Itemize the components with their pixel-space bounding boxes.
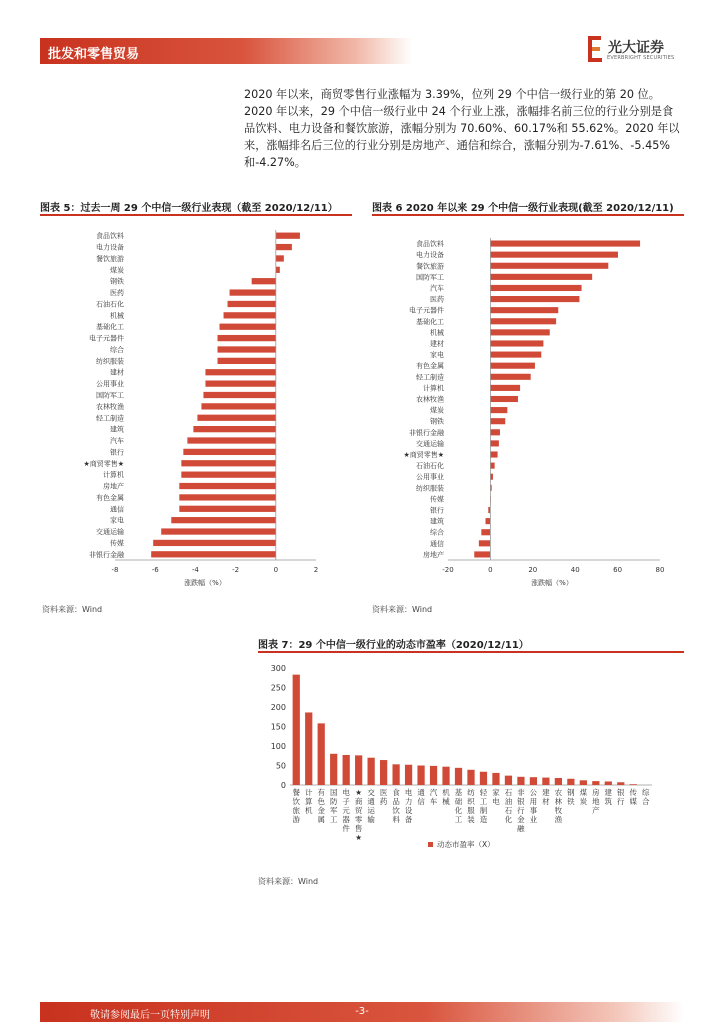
chart5-bar (171, 517, 276, 523)
chart7-bar (392, 764, 399, 785)
chart6-category-label: 机械 (430, 328, 444, 337)
logo-name-cn: 光大证券 (608, 40, 664, 56)
chart5-bar (228, 301, 276, 307)
chart6-bar (490, 252, 618, 258)
chart5-bar (179, 494, 275, 500)
chart7-category-label: 国防军工 (329, 788, 338, 824)
chart5-category-label: 国防军工 (96, 391, 124, 400)
chart6-category-label: 汽车 (430, 284, 444, 293)
chart7-bar (330, 754, 337, 785)
chart5-bar (193, 426, 275, 432)
chart7-y-tick: 0 (280, 781, 286, 790)
chart5-category-label: ★商贸零售★ (83, 459, 124, 468)
chart5-bar (276, 255, 284, 261)
chart6-category-label: 煤炭 (430, 406, 444, 415)
chart5-x-tick: 2 (313, 566, 319, 574)
chart6-bar (490, 407, 507, 413)
chart5-category-label: 煤炭 (110, 266, 124, 275)
chart6-bar (490, 285, 581, 291)
chart6-bar (490, 340, 543, 346)
chart7-y-tick: 150 (270, 722, 286, 732)
chart7-bar (580, 780, 587, 785)
chart5-bar (230, 289, 276, 295)
chart5-category-label: 基础化工 (96, 323, 124, 332)
chart5-category-label: 公用事业 (96, 380, 124, 389)
chart7-bar (492, 773, 499, 785)
chart6-bar (490, 440, 498, 446)
chart7-bar (305, 712, 312, 785)
chart7-bar (567, 779, 574, 785)
chart6-category-label: 公用事业 (416, 473, 444, 482)
chart5-category-label: 电子元器件 (89, 334, 124, 343)
chart5-category-label: 计算机 (103, 471, 124, 480)
chart5-category-label: 交通运输 (96, 528, 124, 537)
chart5-category-label: 轻工制造 (96, 414, 124, 423)
chart5-bar (181, 460, 275, 466)
chart7-category-label: 基础化工 (454, 788, 463, 824)
chart5-bar (179, 483, 275, 489)
chart6-bar (490, 451, 497, 457)
chart5-category-label: 石油石化 (96, 300, 124, 309)
chart6-category-label: 纺织服装 (416, 484, 444, 493)
chart5-bar (179, 506, 275, 512)
chart5-bar (224, 312, 276, 318)
chart5-x-label: 涨跌幅（%） (184, 579, 226, 587)
chart7-y-tick: 250 (270, 683, 286, 693)
chart7-title-rule (258, 651, 684, 653)
chart7-bar (430, 766, 437, 785)
chart7-category-label: ★商贸零售★ (354, 788, 363, 842)
chart5-category-label: 房地产 (103, 482, 124, 491)
chart5-bar (205, 369, 275, 375)
chart7-category-label: 有色金属 (317, 788, 325, 824)
chart5-svg (40, 220, 352, 590)
chart7-bar (405, 765, 412, 785)
chart6-category-label: 传媒 (430, 495, 444, 504)
chart7-category-label: 建材 (542, 788, 550, 806)
chart5-x-tick: -2 (232, 566, 240, 574)
chart7-category-label: 建筑 (604, 788, 613, 806)
chart7-bar (417, 766, 424, 786)
chart6-bar (490, 318, 556, 324)
chart6-bar (490, 240, 640, 246)
chart7-category-label: 机械 (442, 788, 450, 806)
chart6-category-label: 综合 (430, 528, 444, 537)
chart7-category-label: 餐饮旅游 (292, 788, 300, 824)
chart6-x-tick: 0 (488, 566, 493, 574)
chart7-category-label: 电力设备 (404, 788, 413, 824)
chart5-category-label: 医药 (110, 289, 124, 298)
chart5-category-label: 农林牧渔 (96, 402, 124, 411)
chart7-category-label: 房地产 (592, 788, 600, 815)
chart5-category-label: 纺织服装 (96, 357, 124, 366)
chart5-bar (276, 267, 280, 273)
chart6-category-label: 基础化工 (416, 317, 444, 326)
chart5-category-label: 建筑 (110, 425, 124, 434)
chart7-category-label: 传媒 (629, 788, 638, 806)
chart5-bar (181, 472, 275, 478)
chart6-category-label: 房地产 (423, 550, 444, 559)
chart7-source: 资料来源：Wind (258, 877, 319, 886)
chart5-source: 资料来源：Wind (42, 605, 103, 614)
chart6-x-tick: 40 (570, 566, 580, 574)
chart7-bar (555, 778, 562, 785)
chart7-bar (380, 760, 387, 785)
chart7-category-label: 交通运输 (367, 788, 375, 824)
chart6-x-tick: 80 (655, 566, 665, 574)
chart6-svg (372, 220, 684, 590)
chart7-category-label: 食品饮料 (392, 788, 400, 824)
chart6-title: 图表 6 2020 年以来 29 个中信一级行业表现(截至 2020/12/11) (372, 203, 674, 214)
page-number: -3- (355, 1006, 369, 1017)
chart7-legend-label: 动态市盈率（X） (437, 840, 495, 849)
chart7-bar (343, 755, 350, 785)
chart7-bar (592, 781, 599, 785)
chart7-category-label: 电子元器件 (342, 788, 350, 833)
chart6-x-label: 涨跌幅（%） (531, 579, 573, 587)
chart7-title: 图表 7：29 个中信一级行业的动态市盈率（2020/12/11） (258, 640, 529, 651)
chart5-bar (252, 278, 276, 284)
chart7-category-label: 纺织服装 (467, 788, 475, 824)
chart5-category-label: 综合 (110, 345, 124, 354)
chart7-svg (258, 656, 684, 862)
chart5-bar (151, 551, 276, 557)
chart7-bar (530, 777, 537, 785)
chart7-category-label: 石油石化 (504, 788, 513, 824)
chart5-category-label: 银行 (110, 448, 124, 457)
chart5-bar (161, 528, 276, 534)
chart7-category-label: 农林牧渔 (554, 788, 563, 824)
chart6-bar (490, 274, 592, 280)
chart5-bar (153, 540, 276, 546)
chart6-category-label: 石油石化 (416, 462, 444, 471)
chart7-bar (542, 778, 549, 785)
chart6-bar (490, 352, 541, 358)
intro-paragraph: 2020 年以来，商贸零售行业涨幅为 3.39%，位列 29 个中信一级行业的第 20 位。2020 年以来，29 个中信一级行业中 24 个行业上涨，涨幅排名前三位的行业分别是食品饮料、电力设备和餐饮旅游，涨幅分别为 70.60%、60.17%和 55.62%。2020 年以来，涨幅排名后三位的行业分别是房地产、通信和综合，涨幅分别为-7.61%、-5.45%和-4.27%。 (244, 88, 680, 169)
logo-name-en: EVERBRIGHT SECURITIES (607, 55, 675, 61)
company-logo (588, 36, 688, 64)
chart6-category-label: 农林牧渔 (416, 395, 444, 404)
chart5-x-tick: 0 (273, 566, 279, 574)
chart6-category-label: 非银行金融 (409, 428, 444, 437)
chart6-bar (481, 529, 490, 535)
chart5-category-label: 家电 (110, 516, 124, 525)
chart6-category-label: 食品饮料 (416, 240, 444, 249)
chart6-bar (486, 518, 491, 524)
chart6-category-label: 通信 (430, 539, 444, 548)
chart5-bar (276, 244, 292, 250)
chart6-category-label: 医药 (430, 295, 444, 304)
chart7-y-tick: 200 (270, 703, 286, 712)
chart5-bar (276, 233, 300, 239)
chart6-bar (490, 385, 520, 391)
chart7-category-label: 计算机 (304, 788, 313, 815)
chart5-bar (218, 358, 276, 364)
chart7-category-label: 通信 (417, 788, 425, 806)
chart7-category-label: 钢铁 (567, 788, 575, 806)
chart6-source: 资料来源：Wind (372, 605, 433, 614)
chart7-category-label: 公用事业 (529, 788, 538, 824)
chart6-category-label: 餐饮旅游 (416, 262, 444, 271)
chart7-bar (467, 770, 474, 785)
chart6-category-label: ★商贸零售★ (403, 451, 444, 460)
chart7-bar (517, 777, 524, 785)
chart5-bar (197, 415, 275, 421)
chart5-category-label: 建材 (110, 368, 124, 377)
chart7-bar (605, 781, 612, 785)
chart7-category-label: 汽车 (429, 788, 438, 806)
chart7-category-label: 医药 (379, 788, 388, 806)
chart6-category-label: 电子元器件 (409, 306, 444, 315)
chart6-bar (479, 540, 491, 546)
chart6-category-label: 银行 (430, 506, 444, 515)
chart6-category-label: 轻工制造 (416, 373, 444, 382)
chart5-category-label: 食品饮料 (96, 232, 124, 241)
chart6-x-tick: -20 (442, 566, 454, 574)
chart6-bar (490, 418, 505, 424)
chart6-category-label: 家电 (430, 351, 444, 360)
header-band (40, 38, 412, 64)
chart5-category-label: 机械 (110, 311, 124, 320)
chart5-bar (183, 449, 275, 455)
chart6-category-label: 钢铁 (430, 417, 444, 426)
chart6-bar (474, 551, 490, 557)
chart6-bar (490, 329, 549, 335)
chart5-title: 图表 5：过去一周 29 个中信一级行业表现（截至 2020/12/11） (40, 203, 338, 214)
chart5-bar (218, 335, 276, 341)
chart7-bar (442, 767, 449, 785)
chart6-title-rule (372, 214, 684, 216)
chart7-category-label: 轻工制造 (479, 788, 488, 824)
chart5-category-label: 汽车 (110, 437, 124, 446)
footer-band (40, 1002, 684, 1022)
chart5-bar (218, 346, 276, 352)
chart7-category-label: 银行 (617, 788, 625, 806)
chart7-bar (368, 758, 375, 785)
chart7-y-tick: 300 (270, 664, 286, 673)
chart6-category-label: 建筑 (430, 517, 444, 526)
chart6-bar (490, 363, 535, 369)
chart5-category-label: 传媒 (110, 539, 124, 548)
chart5-title-rule (40, 214, 352, 216)
chart7-y-tick: 100 (270, 742, 286, 751)
chart5-x-tick: -6 (151, 566, 159, 574)
section-title: 批发和零售贸易 (48, 47, 140, 62)
chart5-bar (203, 392, 275, 398)
chart6-x-tick: 20 (528, 566, 538, 574)
chart7-category-label: 煤炭 (579, 788, 588, 806)
chart5-bar (187, 437, 275, 443)
chart7-category-label: 非银行金融 (517, 788, 525, 833)
chart6-bar (490, 429, 500, 435)
chart5-category-label: 钢铁 (110, 277, 124, 286)
chart6-bar (490, 296, 579, 302)
chart7-bar (505, 776, 512, 785)
chart6-bar (490, 463, 494, 469)
chart7-bar (630, 784, 637, 785)
chart7-bar (355, 755, 362, 785)
chart7-legend-swatch (428, 842, 433, 847)
chart6-category-label: 电力设备 (416, 251, 444, 260)
chart5-bar (220, 324, 276, 330)
chart6-category-label: 有色金属 (416, 362, 444, 371)
chart6-category-label: 国防军工 (416, 273, 444, 282)
chart6-bar (490, 374, 530, 380)
chart7-category-label: 综合 (642, 788, 650, 806)
chart6-category-label: 建材 (430, 339, 444, 348)
chart6-category-label: 计算机 (423, 384, 444, 393)
chart6-x-tick: 60 (613, 566, 623, 574)
chart5-x-tick: -4 (191, 566, 199, 574)
chart7-bar (617, 782, 624, 785)
chart7-bar (480, 772, 487, 785)
chart5-category-label: 非银行金融 (89, 550, 124, 559)
chart6-category-label: 交通运输 (416, 439, 444, 448)
chart7-bar (293, 675, 300, 785)
footer-disclaimer: 敬请参阅最后一页特别声明 (90, 1010, 210, 1021)
chart5-category-label: 通信 (110, 505, 124, 514)
chart5-category-label: 餐饮旅游 (96, 254, 124, 263)
chart6-bar (490, 263, 608, 269)
chart5-bar (205, 380, 275, 386)
chart5-bar (201, 403, 275, 409)
chart6-bar (490, 307, 558, 313)
chart5-category-label: 有色金属 (96, 493, 124, 502)
chart5-x-tick: -8 (111, 566, 119, 574)
logo-mark-icon (588, 36, 602, 62)
chart7-bar (455, 768, 462, 785)
chart7-category-label: 家电 (492, 788, 500, 806)
chart7-y-tick: 50 (275, 761, 286, 771)
chart5-category-label: 电力设备 (96, 243, 124, 252)
chart6-bar (490, 396, 518, 402)
chart7-bar (318, 723, 325, 785)
